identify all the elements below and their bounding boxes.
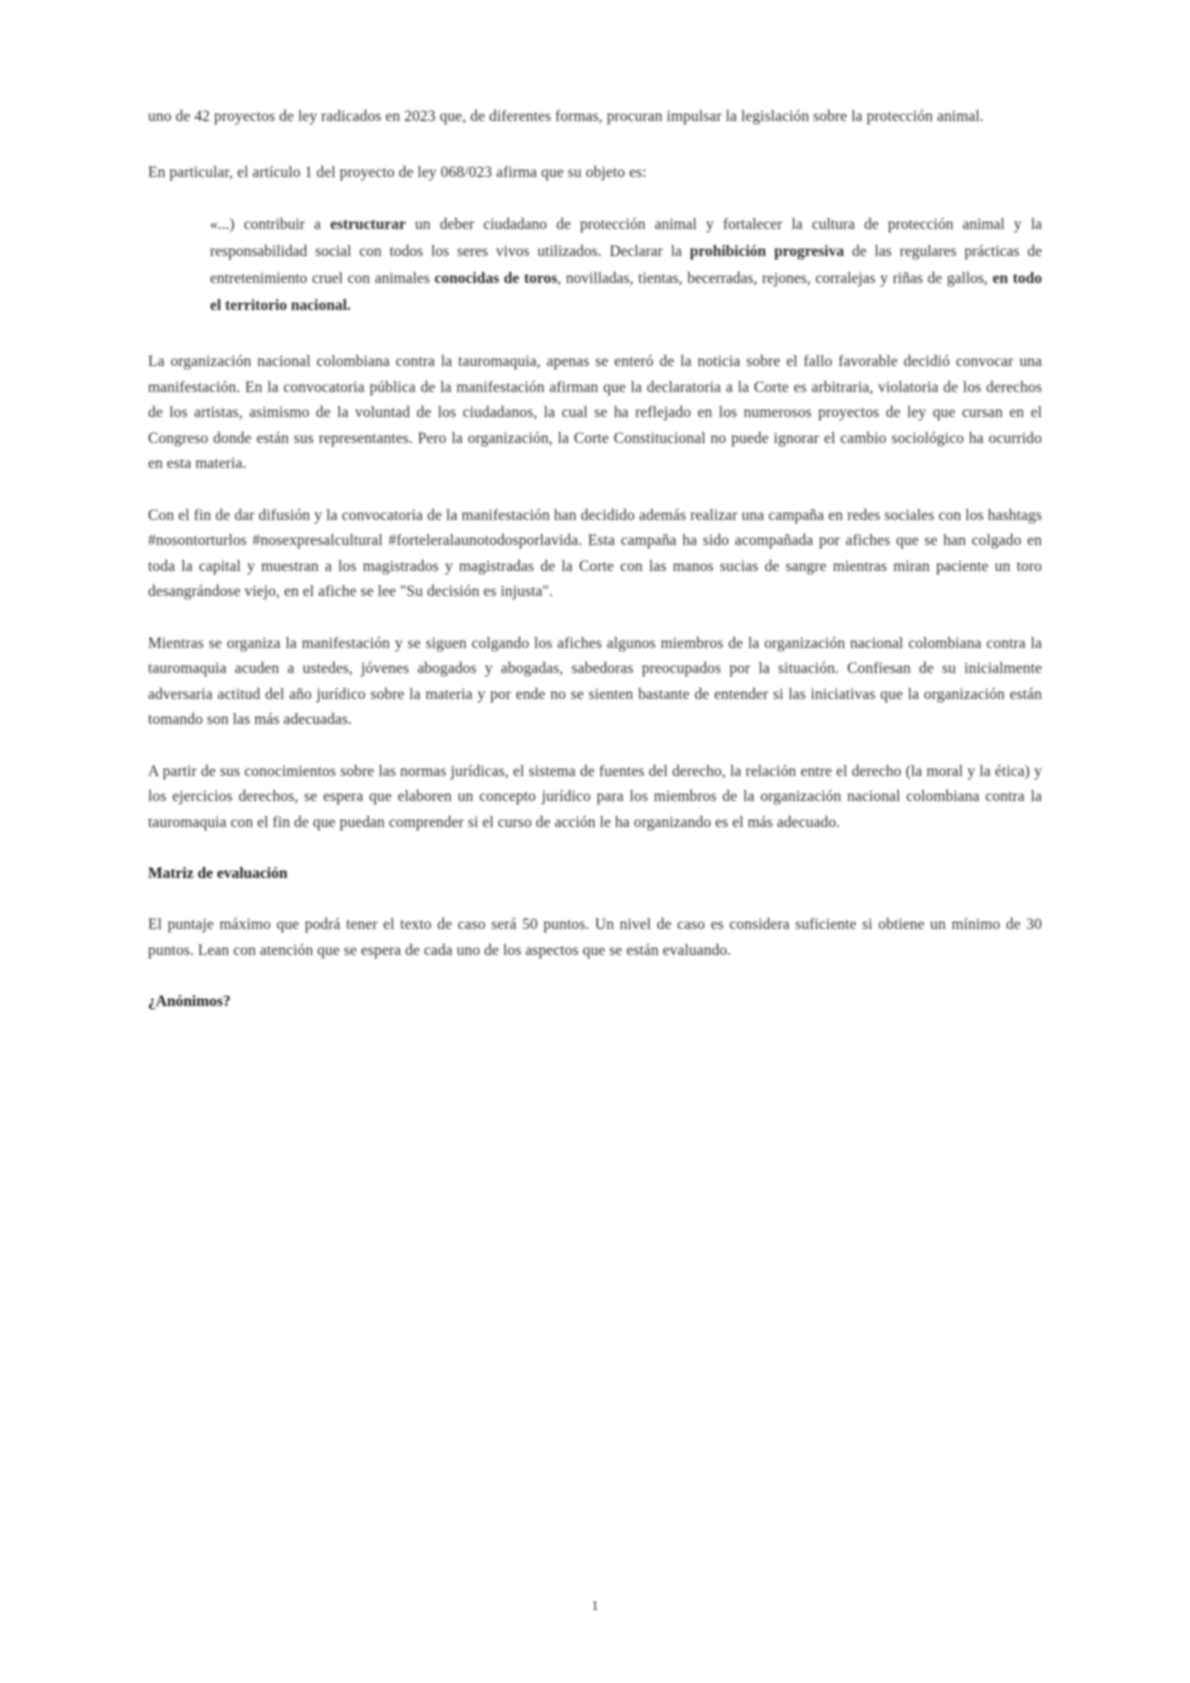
paragraph-bill-reference: En particular, el artículo 1 del proyecto de ley 068/023 afirma que su objeto es: — [148, 163, 647, 181]
quote-fragment: «...) contribuir a — [210, 216, 331, 233]
paragraph-campaign: Con el fin de dar difusión y la convocatoria de la manifestación han decidido además realizar una campaña en redes sociales con los hashtags #nosontorturlos #nosexpresalcultural #forteleralaunotodosporlavida. Esta campaña ha sido acompañada por afiches que se han colgado en toda la capital y muestran a los magistrados y magistradas de la Corte con las manos sucias de sangre mientras miran paciente un toro desangrándose viejo, en el afiche se lee "Su decisión es injusta". — [148, 506, 1042, 600]
paragraph-request: A partir de sus conocimientos sobre las normas jurídicas, el sistema de fuentes del derecho, la relación entre el derecho (la moral y la ética) y los ejercicios derechos, se espera que elaboren un concepto jurídico para los miembros de la organización nacional colombiana contra la tauromaquia con el fin de que puedan comprender si el curso de acción le ha organizando es el más adecuado. — [148, 762, 1042, 831]
quote-fragment: prohibición progresiva — [689, 243, 845, 260]
quote-fragment: en todo el territorio nacional. — [210, 270, 1042, 314]
page-number: 1 — [591, 1599, 599, 1614]
quote-fragment: , novilladas, tientas, becerradas, rejones, corralejas y riñas de gallos, — [557, 270, 993, 287]
heading-evaluation-matrix: Matriz de evaluación — [148, 865, 288, 882]
quote-fragment: un deber ciudadano de protección animal y fortalecer la — [405, 216, 812, 233]
quote-fragment: de las regulares prácticas de entretenimiento cruel con animales — [210, 243, 1042, 287]
paragraph-intro: uno de 42 proyectos de ley radicados en 2023 que, de diferentes formas, procuran impulsar la legislación sobre la protección animal. — [148, 108, 984, 125]
paragraph-scoring: El puntaje máximo que podrá tener el texto de caso será 50 puntos. Un nivel de caso es considera suficiente si obtiene un mínimo de 30 puntos. Lean con atención que se espera de cada uno de los aspectos que se están evaluando. — [148, 916, 1042, 959]
subheading-criteria: ¿Anónimos? — [148, 993, 231, 1010]
paragraph-lawyers: Mientras se organiza la manifestación y se siguen colgando los afiches algunos miembros de la organización nacional colombiana contra la tauromaquia acuden a ustedes, jóvenes abogados y abogadas, sabedoras preocupados por la situación. Confiesan de su inicialmente adversaria actitud del año jurídico sobre la materia y por ende no se sienten bastante de entender si las iniciativas que la organización están tomando son las más adecuadas. — [148, 634, 1042, 728]
quote-fragment: cultura de protección animal y la responsabilidad social con todos los seres vivos utilizados. Declarar la — [210, 216, 1042, 260]
quote-fragment: conocidas de toros — [434, 270, 558, 287]
blockquote-bill-article — [148, 211, 1042, 319]
paragraph-organization-reaction: La organización nacional colombiana contra la tauromaquia, apenas se enteró de la noticia sobre el fallo favorable decidió convocar una manifestación. En la convocatoria pública de la manifestación afirman que la declaratoria a la Corte es arbitraria, violatoria de los derechos de los artistas, asimismo de la voluntad de los ciudadanos, la cual se ha reflejado en los numerosos proyectos de ley que cursan en el Congreso donde están sus representantes. Pero la organización, la Corte Constitucional no puede ignorar el cambio sociológico ha ocurrido en esta materia. — [148, 353, 1042, 472]
quote-fragment: estructurar — [330, 216, 406, 233]
